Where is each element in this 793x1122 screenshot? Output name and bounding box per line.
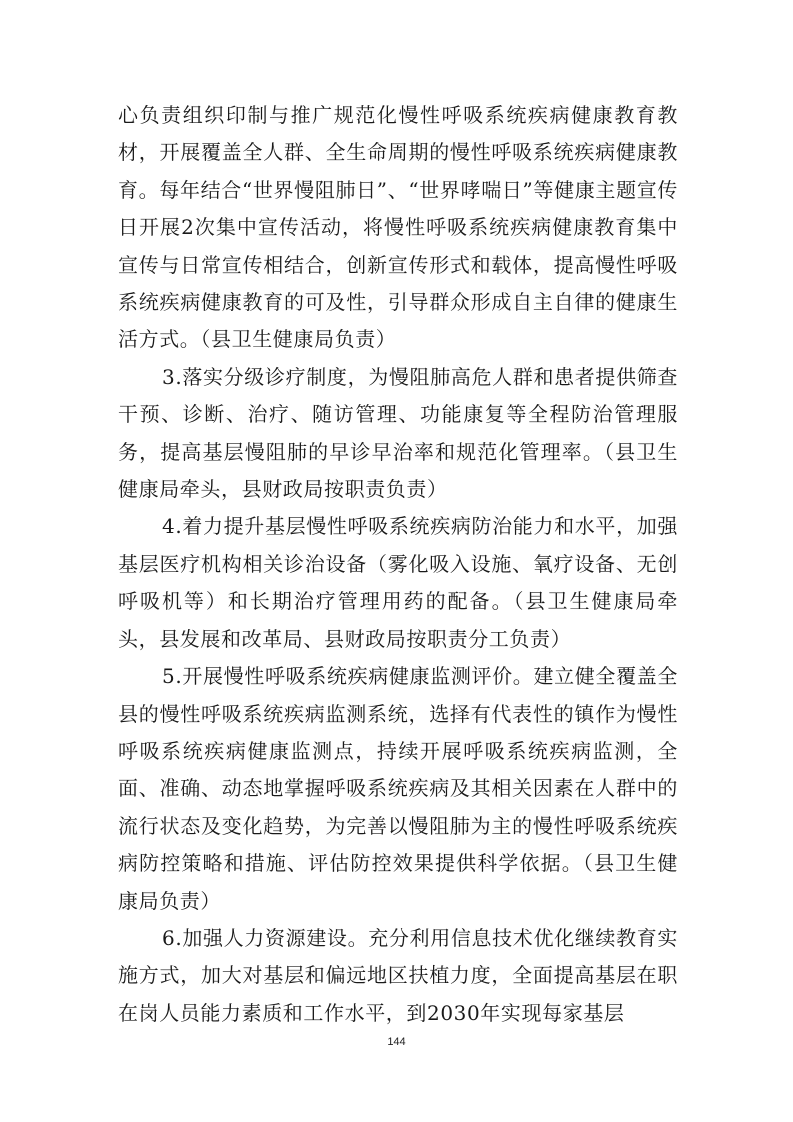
paragraph-item-3: 3.落实分级诊疗制度，为慢阻肺高危人群和患者提供筛查干预、诊断、治疗、随访管理、功能康复等全程防治管理服务，提高基层慢阻肺的早诊早治率和规范化管理率。（县卫生健康局牵头，县财政局按职责负责） [118, 364, 678, 502]
paragraph-item-4: 4.着力提升基层慢性呼吸系统疾病防治能力和水平，加强基层医疗机构相关诊治设备（雾化吸入设施、氧疗设备、无创呼吸机等）和长期治疗管理用药的配备。（县卫生健康局牵头，县发展和改革局、县财政局按职责分工负责） [118, 514, 678, 651]
paragraph-item-6: 6.加强人力资源建设。充分利用信息技术优化继续教育实施方式，加大对基层和偏远地区扶植力度，全面提高基层在职在岗人员能力素质和工作水平，到2030年实现每家基层 [118, 925, 678, 1025]
paragraph-item-5: 5.开展慢性呼吸系统疾病健康监测评价。建立健全覆盖全县的慢性呼吸系统疾病监测系统，选择有代表性的镇作为慢性呼吸系统疾病健康监测点，持续开展呼吸系统疾病监测，全面、准确、动态地掌握呼吸系统疾病及其相关因素在人群中的流行状态及变化趋势，为完善以慢阻肺为主的慢性呼吸系统疾病防控策略和措施、评估防控效果提供科学依据。（县卫生健康局负责） [118, 664, 678, 913]
page-number: 144 [387, 1036, 406, 1048]
body-text [118, 97, 678, 1032]
paragraph-continuation: 心负责组织印制与推广规范化慢性呼吸系统疾病健康教育教材，开展覆盖全人群、全生命周期的慢性呼吸系统疾病健康教育。每年结合“世界慢阻肺日”、“世界哮喘日”等健康主题宣传日开展2次集中宣传活动，将慢性呼吸系统疾病健康教育集中宣传与日常宣传相结合，创新宣传形式和载体，提高慢性呼吸系统疾病健康教育的可及性，引导群众形成自主自律的健康生活方式。（县卫生健康局负责） [118, 103, 678, 352]
